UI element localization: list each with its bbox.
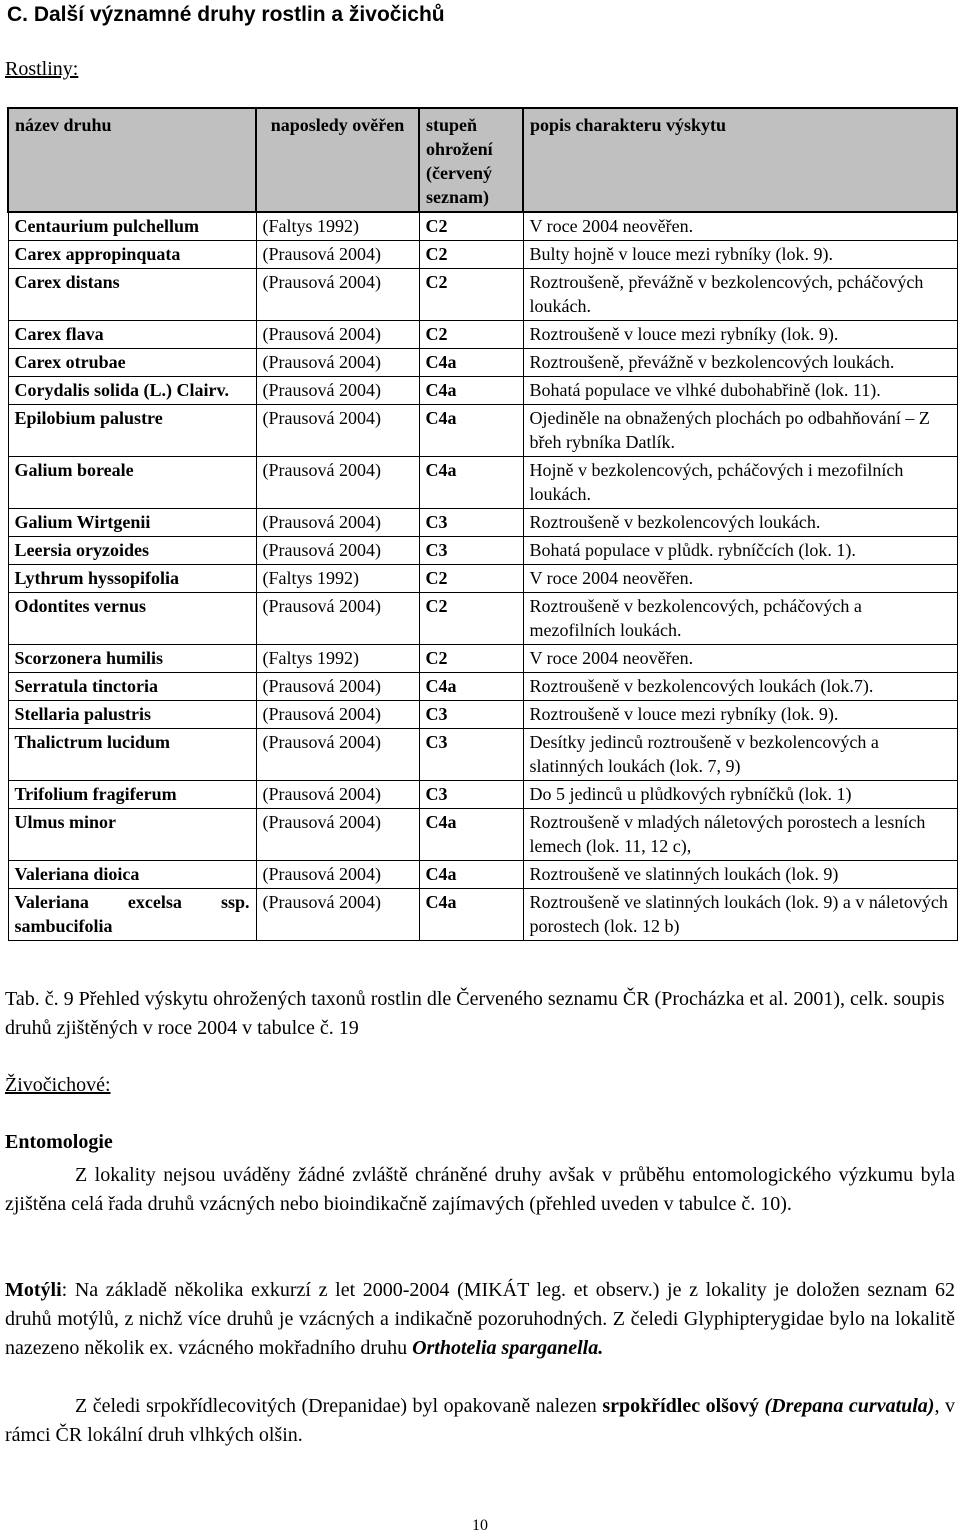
threat-grade-cell: C2	[419, 212, 523, 241]
threat-grade-cell: C4a	[419, 377, 523, 405]
table-row	[8, 861, 957, 889]
verified-cell: (Prausová 2004)	[256, 457, 419, 509]
page-number: 10	[472, 1517, 488, 1534]
header-threat-level: stupeň ohrožení (červený seznam)	[419, 108, 523, 212]
verified-cell: (Prausová 2004)	[256, 377, 419, 405]
entomology-paragraph: Z lokality nejsou uváděny žádné zvláště chráněné druhy avšak v průběhu entomologického výzkumu byla zjištěna celá řada druhů vzácných nebo bioindikačně zajímavých (přehled uveden v tabulce č. 10).	[5, 1164, 955, 1215]
table-row	[8, 212, 957, 241]
verified-cell: (Prausová 2004)	[256, 509, 419, 537]
verified-cell: (Prausová 2004)	[256, 809, 419, 861]
threat-grade-cell: C4a	[419, 809, 523, 861]
species-name-cell: Valeriana excelsa ssp. sambucifolia	[8, 889, 256, 941]
threat-grade-cell: C2	[419, 645, 523, 673]
species-name-cell: Corydalis solida (L.) Clairv.	[8, 377, 256, 405]
table-row	[8, 729, 957, 781]
description-cell: V roce 2004 neověřen.	[523, 565, 957, 593]
verified-cell: (Prausová 2004)	[256, 537, 419, 565]
drepana-species: (Drepana curvatula)	[764, 1395, 935, 1417]
description-cell: Bohatá populace v plůdk. rybníčcích (lok. 1).	[523, 537, 957, 565]
table-row	[8, 457, 957, 509]
table-row	[8, 269, 957, 321]
table-body	[8, 212, 957, 941]
drepanidae-paragraph	[5, 1392, 955, 1450]
header-description: popis charakteru výskytu	[523, 108, 957, 212]
table-row	[8, 645, 957, 673]
verified-cell: (Faltys 1992)	[256, 565, 419, 593]
butterflies-paragraph	[5, 1276, 955, 1363]
threat-grade-cell: C4a	[419, 673, 523, 701]
species-name-cell: Scorzonera humilis	[8, 645, 256, 673]
threat-grade-cell: C2	[419, 241, 523, 269]
threat-grade-cell: C2	[419, 565, 523, 593]
plants-table	[7, 107, 958, 941]
table-header-row	[8, 108, 957, 212]
table-row	[8, 321, 957, 349]
species-name-cell: Odontites vernus	[8, 593, 256, 645]
threat-grade-cell: C3	[419, 701, 523, 729]
species-name-cell: Galium boreale	[8, 457, 256, 509]
description-cell: Desítky jedinců roztroušeně v bezkolencových a slatinných loukách (lok. 7, 9)	[523, 729, 957, 781]
species-name-cell: Carex appropinquata	[8, 241, 256, 269]
verified-cell: (Prausová 2004)	[256, 861, 419, 889]
description-cell: Roztroušeně v louce mezi rybníky (lok. 9).	[523, 321, 957, 349]
table-row	[8, 593, 957, 645]
species-name-cell: Serratula tinctoria	[8, 673, 256, 701]
table-row	[8, 377, 957, 405]
plants-table-wrapper	[7, 107, 956, 941]
threat-grade-cell: C4a	[419, 861, 523, 889]
threat-grade-cell: C2	[419, 593, 523, 645]
table-row	[8, 889, 957, 941]
verified-cell: (Prausová 2004)	[256, 889, 419, 941]
description-cell: Roztroušeně v bezkolencových, pcháčových a mezofilních loukách.	[523, 593, 957, 645]
description-cell: Roztroušeně ve slatinných loukách (lok. 9)	[523, 861, 957, 889]
description-cell: Roztroušeně ve slatinných loukách (lok. 9) a v náletových porostech (lok. 12 b)	[523, 889, 957, 941]
drepanidae-text-a: Z čeledi srpokřídlecovitých (Drepanidae) byl opakovaně nalezen	[75, 1395, 603, 1417]
verified-cell: (Prausová 2004)	[256, 241, 419, 269]
verified-cell: (Prausová 2004)	[256, 593, 419, 645]
description-cell: Bulty hojně v louce mezi rybníky (lok. 9).	[523, 241, 957, 269]
description-cell: Roztroušeně v louce mezi rybníky (lok. 9).	[523, 701, 957, 729]
species-name-cell: Trifolium fragiferum	[8, 781, 256, 809]
description-cell: Ojediněle na obnažených plochách po odbahňování – Z břeh rybníka Datlík.	[523, 405, 957, 457]
description-cell: Roztroušeně v bezkolencových loukách (lok.7).	[523, 673, 957, 701]
drepanidae-text-b: , v rámci ČR lokální druh vlhkých olšin.	[5, 1395, 955, 1446]
threat-grade-cell: C4a	[419, 889, 523, 941]
description-cell: Roztroušeně v bezkolencových loukách.	[523, 509, 957, 537]
verified-cell: (Prausová 2004)	[256, 405, 419, 457]
species-name-cell: Lythrum hyssopifolia	[8, 565, 256, 593]
table-row	[8, 565, 957, 593]
threat-grade-cell: C4a	[419, 457, 523, 509]
verified-cell: (Prausová 2004)	[256, 349, 419, 377]
verified-cell: (Prausová 2004)	[256, 321, 419, 349]
description-cell: Bohatá populace ve vlhké dubohabřině (lok. 11).	[523, 377, 957, 405]
description-cell: Do 5 jedinců u plůdkových rybníčků (lok. 1)	[523, 781, 957, 809]
table-row	[8, 405, 957, 457]
verified-cell: (Prausová 2004)	[256, 781, 419, 809]
threat-grade-cell: C3	[419, 537, 523, 565]
description-cell: V roce 2004 neověřen.	[523, 645, 957, 673]
description-cell: Hojně v bezkolencových, pcháčových i mezofilních loukách.	[523, 457, 957, 509]
description-cell: Roztroušeně, převážně v bezkolencových, pcháčových loukách.	[523, 269, 957, 321]
verified-cell: (Prausová 2004)	[256, 701, 419, 729]
threat-grade-cell: C3	[419, 781, 523, 809]
species-name-cell: Galium Wirtgenii	[8, 509, 256, 537]
description-cell: Roztroušeně, převážně v bezkolencových loukách.	[523, 349, 957, 377]
entomology-heading: Entomologie	[5, 1131, 113, 1153]
butterflies-label: Motýli	[5, 1279, 62, 1301]
threat-grade-cell: C3	[419, 729, 523, 781]
table-row	[8, 537, 957, 565]
table-row	[8, 673, 957, 701]
plants-label: Rostliny:	[5, 58, 79, 80]
threat-grade-cell: C2	[419, 321, 523, 349]
verified-cell: (Prausová 2004)	[256, 269, 419, 321]
butterflies-text: : Na základě několika exkurzí z let 2000-2004 (MIKÁT leg. et observ.) je z lokality je doložen seznam 62 druhů motýlů, z nichž více druhů je vzácných a indikačně pozoruhodných. Z čeledi Glyphipterygidae bylo na lokalitě nazezeno několik ex. vzácného mokřadního druhu	[5, 1279, 955, 1359]
species-name-cell: Epilobium palustre	[8, 405, 256, 457]
species-name-cell: Leersia oryzoides	[8, 537, 256, 565]
species-name-cell: Stellaria palustris	[8, 701, 256, 729]
threat-grade-cell: C2	[419, 269, 523, 321]
table-caption: Tab. č. 9 Přehled výskytu ohrožených taxonů rostlin dle Červeného seznamu ČR (Procházka et al. 2001), celk. soupis druhů zjištěných v roce 2004 v tabulce č. 19	[5, 988, 945, 1039]
table-row	[8, 701, 957, 729]
section-heading: C. Další významné druhy rostlin a živočichů	[7, 3, 445, 26]
species-name-cell: Thalictrum lucidum	[8, 729, 256, 781]
threat-grade-cell: C4a	[419, 405, 523, 457]
header-species: název druhu	[8, 108, 256, 212]
table-row	[8, 509, 957, 537]
species-name-cell: Carex distans	[8, 269, 256, 321]
species-name-cell: Centaurium pulchellum	[8, 212, 256, 241]
verified-cell: (Faltys 1992)	[256, 212, 419, 241]
description-cell: V roce 2004 neověřen.	[523, 212, 957, 241]
verified-cell: (Faltys 1992)	[256, 645, 419, 673]
animals-label: Živočichové:	[5, 1074, 111, 1096]
header-verified: naposledy ověřen	[256, 108, 419, 212]
orthotelia-species: Orthotelia sparganella.	[412, 1337, 604, 1359]
verified-cell: (Prausová 2004)	[256, 729, 419, 781]
description-cell: Roztroušeně v mladých náletových porostech a lesních lemech (lok. 11, 12 c),	[523, 809, 957, 861]
table-row	[8, 781, 957, 809]
species-name-cell: Carex flava	[8, 321, 256, 349]
species-name-cell: Valeriana dioica	[8, 861, 256, 889]
table-row	[8, 241, 957, 269]
srpokridlec-name: srpokřídlec olšový	[602, 1395, 759, 1417]
species-name-cell: Carex otrubae	[8, 349, 256, 377]
threat-grade-cell: C4a	[419, 349, 523, 377]
verified-cell: (Prausová 2004)	[256, 673, 419, 701]
table-row	[8, 349, 957, 377]
table-row	[8, 809, 957, 861]
threat-grade-cell: C3	[419, 509, 523, 537]
species-name-cell: Ulmus minor	[8, 809, 256, 861]
